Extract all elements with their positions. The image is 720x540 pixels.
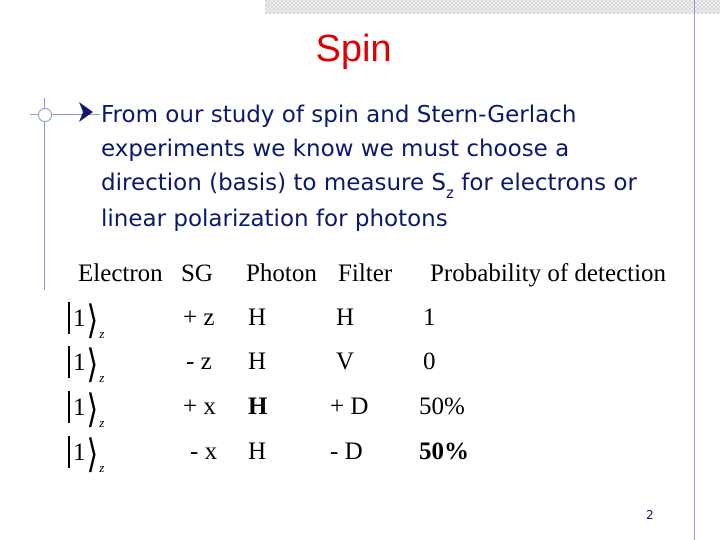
photon-cell-1: H: [248, 304, 267, 331]
probability-cell-2: 0: [423, 348, 436, 375]
bullet-line-3-start: direction (basis) to measure S: [101, 170, 447, 196]
bullet-line-1: From our study of spin and Stern-Gerlach: [101, 102, 577, 128]
sg-cell-2: - z: [186, 348, 212, 375]
photon-cell-2: H: [248, 348, 267, 375]
sg-cell-4: - x: [190, 438, 218, 465]
probability-cell-3: 50%: [419, 393, 465, 420]
header-photon: Photon: [246, 260, 317, 287]
electron-ket-1: $1⟩_z$: [68, 302, 104, 338]
sg-cell-1: + z: [183, 304, 215, 331]
header-filter: Filter: [338, 260, 393, 287]
page-number: 2: [646, 508, 654, 522]
probability-cell-4: 50%: [419, 438, 469, 465]
slide-title: Spin: [315, 28, 392, 70]
electron-ket-2: $1⟩_z$: [68, 346, 104, 382]
header-electron: Electron: [78, 260, 163, 287]
header-sg: SG: [181, 260, 213, 287]
photon-cell-4: H: [248, 438, 267, 465]
sg-cell-3: + x: [183, 393, 216, 420]
filter-cell-3: + D: [330, 393, 369, 420]
filter-cell-2: V: [336, 348, 355, 375]
filter-cell-4: - D: [330, 438, 363, 465]
photon-cell-3: H: [248, 393, 268, 420]
electron-ket-4: $1⟩_z$: [68, 436, 104, 472]
probability-cell-1: 1: [423, 304, 436, 331]
bullet-line-2: experiments we know we must choose a: [101, 136, 570, 162]
subscript-z: z: [446, 184, 454, 202]
filter-cell-1: H: [336, 304, 355, 331]
bullet-line-3-end: for electrons or: [453, 170, 637, 196]
header-probability: Probability of detection: [430, 260, 667, 287]
electron-ket-3: $1⟩_z$: [68, 391, 104, 427]
bullet-line-4: linear polarization for photons: [101, 206, 448, 232]
